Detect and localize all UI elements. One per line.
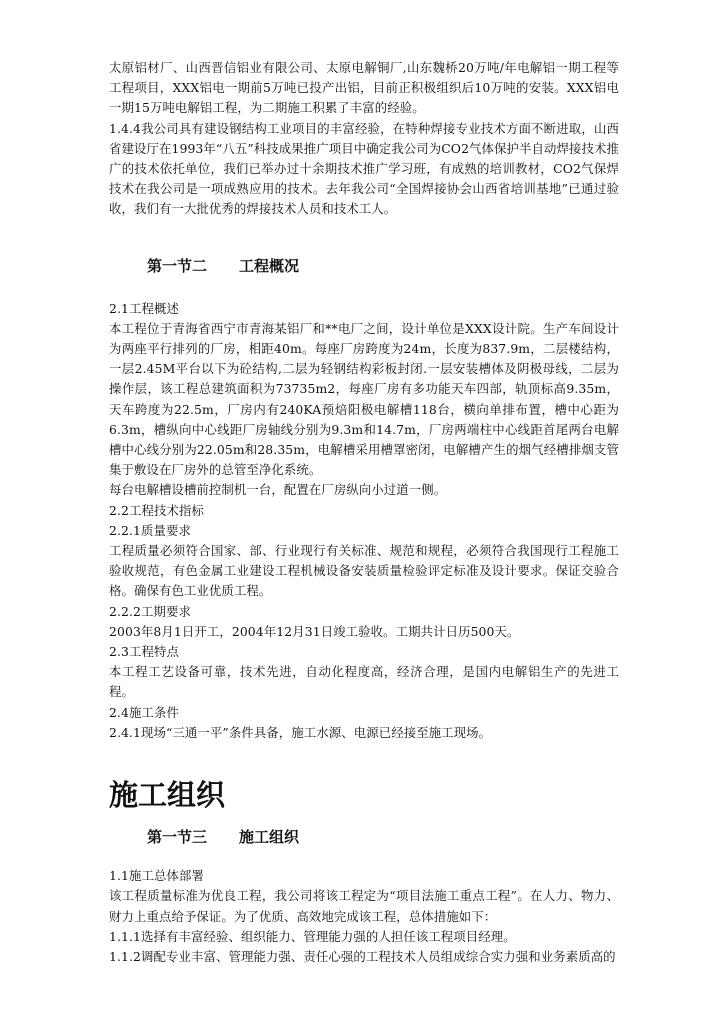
section-number: 第一节三 [147, 828, 208, 847]
section-title: 工程概况 [239, 256, 300, 275]
section-number: 第一节二 [147, 256, 208, 275]
subheading: 2.2.1质量要求 [109, 522, 191, 538]
section-body [109, 299, 619, 743]
subheading: 2.2工程技术指标 [109, 502, 204, 518]
document-page [109, 58, 619, 967]
paragraph: 2.4.1现场“三通一平”条件具备，施工水源、电源已经接至施工现场。 [109, 724, 492, 740]
subheading: 2.1工程概述 [109, 300, 179, 316]
subheading: 2.4施工条件 [109, 704, 179, 720]
paragraph: 本工程位于青海省西宁市青海某铝厂和**电厂之间，设计单位是XXX设计院。生产车间设计为两座平行排列的厂房，相距40m。每座厂房跨度为24m，长度为837.9m，二层楼结构，一层2.45M平台以下为砼结构,二层为轻钢结构彩板封闭.一层安装槽体及阴极母线，二层为操作层，该工程总建筑面积为73735m2，每座厂房有多功能天车四部，轨顶标高9.35m，天车跨度为22.5m，厂房内有240KA预焙阳极电解槽118台，横向单排布置，槽中心距为6.3m，槽纵向中心线距厂房轴线分别为9.3m和14.7m，厂房两端柱中心线距首尾两台电解槽中心线分别为22.05m和28.35m，电解槽采用槽罩密闭，电解槽产生的烟气经槽排烟支管集于敷设在厂房外的总管至净化系统。 [109, 320, 619, 478]
paragraph: 工程质量必须符合国家、部、行业现行有关标准、规范和规程，必须符合我国现行工程施工验收规范，有色金属工业建设工程机械设备安装质量检验评定标准及设计要求。保证交验合格。确保有色工业优质工程。 [109, 543, 619, 599]
paragraph: 太原铝材厂、山西晋信铝业有限公司、太原电解铜厂,山东魏桥20万吨/年电解铝一期工程等工程项目，XXX铝电一期前5万吨已投产出铝，目前正积极组织后10万吨的安装。XXX铝电一期15万吨电解铝工程，为二期施工积累了丰富的经验。 [109, 60, 619, 116]
paragraph: 每台电解槽设槽前控制机一台，配置在厂房纵向小过道一侧。 [109, 482, 447, 498]
paragraph: 1.4.4我公司具有建设钢结构工业项目的丰富经验，在特种焊接专业技术方面不断进取，山西省建设厅在1993年“八五”科技成果推广项目中确定我公司为CO2气体保护半自动焊接技术推广的技术依托单位，我们已举办过十余期技术推广学习班，有成熟的培训教材，CO2气保焊技术在我公司是一项成熟应用的技术。去年我公司“全国焊接协会山西省培训基地”已通过验收，我们有一大批优秀的焊接技术人员和技术工人。 [109, 120, 619, 217]
section-heading [109, 256, 619, 276]
paragraph: 2003年8月1日开工，2004年12月31日竣工验收。工期共计日历500天。 [109, 623, 520, 639]
section-title: 施工组织 [239, 828, 300, 847]
subheading: 2.2.2工期要求 [109, 603, 191, 619]
intro-block [109, 58, 619, 220]
subheading: 2.3工程特点 [109, 644, 179, 660]
paragraph: 本工程工艺设备可靠，技术先进，自动化程度高，经济合理，是国内电解铝生产的先进工程。 [109, 664, 619, 700]
chapter-title: 施工组织 [109, 778, 226, 813]
paragraph: 该工程质量标准为优良工程，我公司将该工程定为“项目法施工重点工程”。在人力、物力、财力上重点给予保证。为了优质、高效地完成该工程，总体措施如下： [109, 888, 619, 924]
section-heading [109, 827, 619, 847]
section-body [109, 866, 619, 967]
paragraph: 1.1.1选择有丰富经验、组织能力、管理能力强的人担任该工程项目经理。 [109, 928, 516, 944]
paragraph: 1.1.2调配专业丰富、管理能力强、责任心强的工程技术人员组成综合实力强和业务素质高的 [109, 948, 616, 964]
subheading: 1.1施工总体部署 [109, 868, 204, 884]
